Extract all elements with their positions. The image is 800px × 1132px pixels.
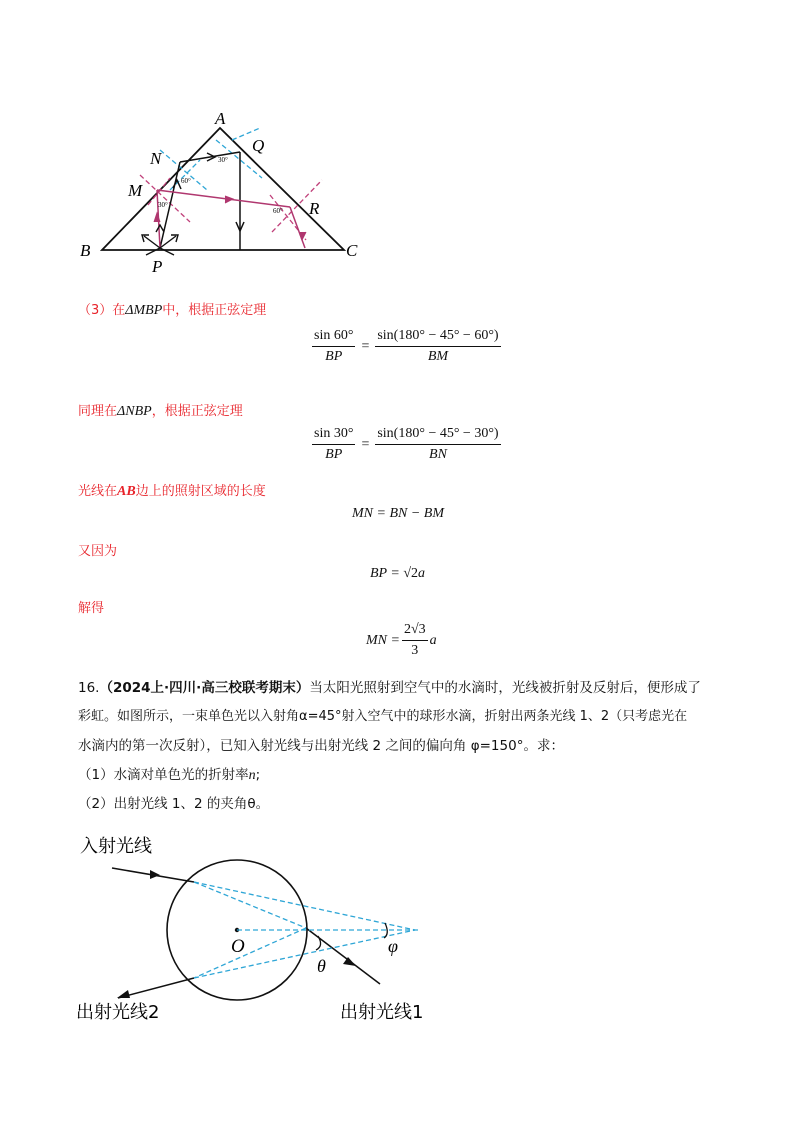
eq4-var: a: [418, 566, 425, 581]
step3-line: [78, 299, 266, 319]
label-Q: Q: [252, 136, 265, 155]
problem-16-line2: 彩虹。如图所示，一束单色光以入射角α=45°射入空气中的球形水滴，折射出两条光线 1、2（只考虑光在: [78, 709, 688, 724]
out1-label: 出射光线1: [340, 1002, 424, 1023]
step3-prefix: （3）在: [78, 303, 126, 318]
problem-number: 16.: [78, 680, 100, 696]
phi-label: φ: [388, 936, 398, 956]
eq2-num-left: sin 30°: [312, 426, 355, 445]
eq2-right-fraction: [375, 426, 500, 463]
equation-4: [370, 566, 425, 582]
eq1-num-right: sin(180° − 45° − 60°): [375, 328, 500, 347]
length-edge: AB: [117, 484, 136, 499]
eq1-left-fraction: [312, 328, 355, 365]
eq1-den-left: BP: [325, 349, 343, 364]
label-B: B: [80, 241, 91, 260]
question-2: （2）出射光线 1、2 的夹角θ。: [78, 796, 270, 812]
equation-2: [312, 426, 501, 463]
equation-5: [366, 622, 437, 659]
problem-text-1: 当太阳光照射到空气中的水滴时，光线被折射及反射后，便形成了: [309, 680, 701, 696]
incident-label: 入射光线: [80, 836, 152, 857]
eq1-den-right: BM: [427, 349, 449, 364]
q1-var: n: [248, 768, 256, 783]
eq2-den-right: BN: [429, 447, 447, 462]
eq4-sqrt: √2: [403, 566, 418, 581]
triangle-figure: [70, 100, 370, 280]
angle-60-r: 60°: [273, 207, 283, 215]
eq2-left-fraction: [312, 426, 355, 463]
length-line: [78, 480, 266, 500]
label-C: C: [346, 241, 358, 260]
eq4-lhs: BP =: [370, 566, 404, 581]
solve-line: 解得: [78, 601, 105, 616]
label-R: R: [309, 199, 320, 218]
eq5-var: a: [429, 632, 437, 648]
question-1: [78, 763, 260, 784]
eq5-fraction: [402, 622, 428, 659]
angle-60-n: 60°: [181, 177, 191, 185]
problem-16-line1: [78, 676, 738, 696]
theta-label: θ: [317, 956, 326, 976]
label-M: M: [128, 181, 143, 200]
eq2-equals: =: [361, 436, 370, 452]
similar-prefix: 同理在: [78, 404, 118, 419]
step3-suffix: 中，根据正弦定理: [162, 303, 267, 318]
label-A: A: [215, 109, 226, 128]
q1-prefix: （1）水滴对单色光的折射率: [78, 767, 249, 783]
eq2-den-left: BP: [325, 447, 343, 462]
because-line: 又因为: [78, 544, 118, 559]
eq1-right-fraction: [375, 328, 500, 365]
eq5-num: 2√3: [402, 622, 428, 641]
similar-line: [78, 400, 243, 420]
eq2-num-right: sin(180° − 45° − 30°): [375, 426, 500, 445]
label-P: P: [152, 257, 163, 276]
length-prefix: 光线在: [78, 484, 118, 499]
eq1-num-left: sin 60°: [312, 328, 355, 347]
step3-triangle: ΔMBP: [125, 303, 163, 318]
problem-source: （2024上·四川·高三校联考期末）: [99, 680, 310, 696]
label-N: N: [150, 149, 162, 168]
eq5-lhs: MN =: [366, 632, 400, 648]
problem-16-line3: 水滴内的第一次反射），已知入射光线与出射光线 2 之间的偏向角 φ=150°。求：: [78, 738, 564, 754]
q1-suffix: ;: [255, 767, 261, 783]
angle-30-m: 30°: [158, 201, 168, 209]
center-label: O: [231, 936, 245, 957]
eq1-equals: =: [361, 338, 370, 354]
similar-triangle: ΔNBP: [117, 404, 152, 419]
angle-30-q: 30°: [218, 156, 228, 164]
eq5-den: 3: [411, 643, 419, 658]
equation-3: MN = BN − BM: [352, 506, 444, 521]
length-suffix: 边上的照射区域的长度: [135, 484, 266, 499]
droplet-figure: [70, 830, 450, 1030]
equation-1: [312, 328, 501, 365]
similar-suffix: ，根据正弦定理: [151, 404, 243, 419]
out2-label: 出射光线2: [76, 1002, 160, 1023]
